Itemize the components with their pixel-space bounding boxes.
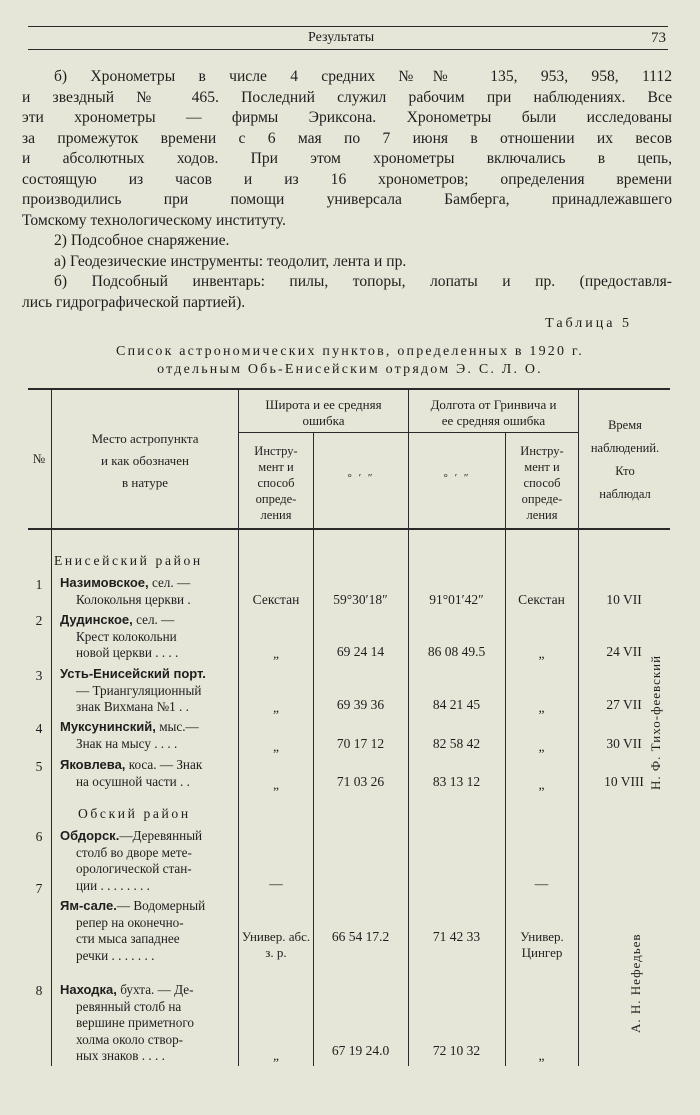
paragraph-line: б) Хронометры в числе 4 средних №№ 135, 953, 958, 1112: [54, 68, 672, 85]
running-head-title: Результаты: [308, 30, 375, 45]
paragraph-line: и звездный № 465. Последний служил рабочим при наблюдениях. Все: [22, 88, 672, 106]
header-place: Место астропункта и как обозначен в натуре: [91, 431, 199, 490]
paragraph-line: лись гидрографической партией).: [22, 293, 246, 311]
paragraph-line: состоящую из часов и из 16 хронометров; определения времени: [22, 170, 672, 188]
section-ob: Обский район: [78, 806, 191, 821]
body-text: [22, 67, 672, 313]
paragraph-line: за промежуток времени с 6 мая по 7 июня в отношении их весов: [22, 129, 672, 147]
paragraph-line: и абсолютных ходов. При этом хронометры включались в цепь,: [22, 150, 672, 167]
section-enisei: Енисейский район: [54, 553, 203, 568]
table-caption-line1: Список астрономических пунктов, определенных в 1920 г.: [116, 344, 584, 359]
header-lat-units: ° ′ ″: [347, 472, 375, 484]
observer-tikhofeevsky: Н. Ф. Тихо-феевский: [648, 654, 663, 790]
page-number: 73: [651, 30, 666, 46]
paragraph-line: 2) Подсобное снаряжение.: [54, 232, 230, 249]
table-label: Таблица 5: [545, 316, 632, 331]
paragraph-line: производились при помощи универсала Бамберга, принадлежавшего: [22, 191, 672, 208]
header-num: №: [32, 451, 46, 466]
observer-nefedyev: А. Н. Нефедьев: [628, 933, 643, 1033]
paragraph-line: б) Подсобный инвентарь: пилы, топоры, лопаты и пр. (предоставля-: [54, 273, 672, 290]
header-lon-units: ° ′ ″: [443, 472, 471, 484]
header-time: Время наблюдений. Кто наблюдал: [590, 418, 660, 501]
table-caption-line2: отдельным Обь-Енисейским отрядом Э. С. Л. О.: [157, 362, 543, 377]
paragraph-line: а) Геодезические инструменты: теодолит, лента и пр.: [54, 252, 407, 270]
header-longitude-group: Долгота от Гринвича и ее средняя ошибка: [430, 397, 557, 428]
paragraph-line: эти хронометры — фирмы Эриксона. Хронометры были исследованы: [22, 109, 672, 126]
paragraph-line: Томскому технологическому институту.: [22, 211, 286, 229]
header-instrument-lon: Инстру- мент и способ опреде- ления: [520, 444, 564, 522]
header-instrument-lat: Инстру- мент и способ опреде- ления: [254, 444, 298, 522]
header-latitude-group: Широта и ее средняя ошибка: [265, 397, 382, 428]
